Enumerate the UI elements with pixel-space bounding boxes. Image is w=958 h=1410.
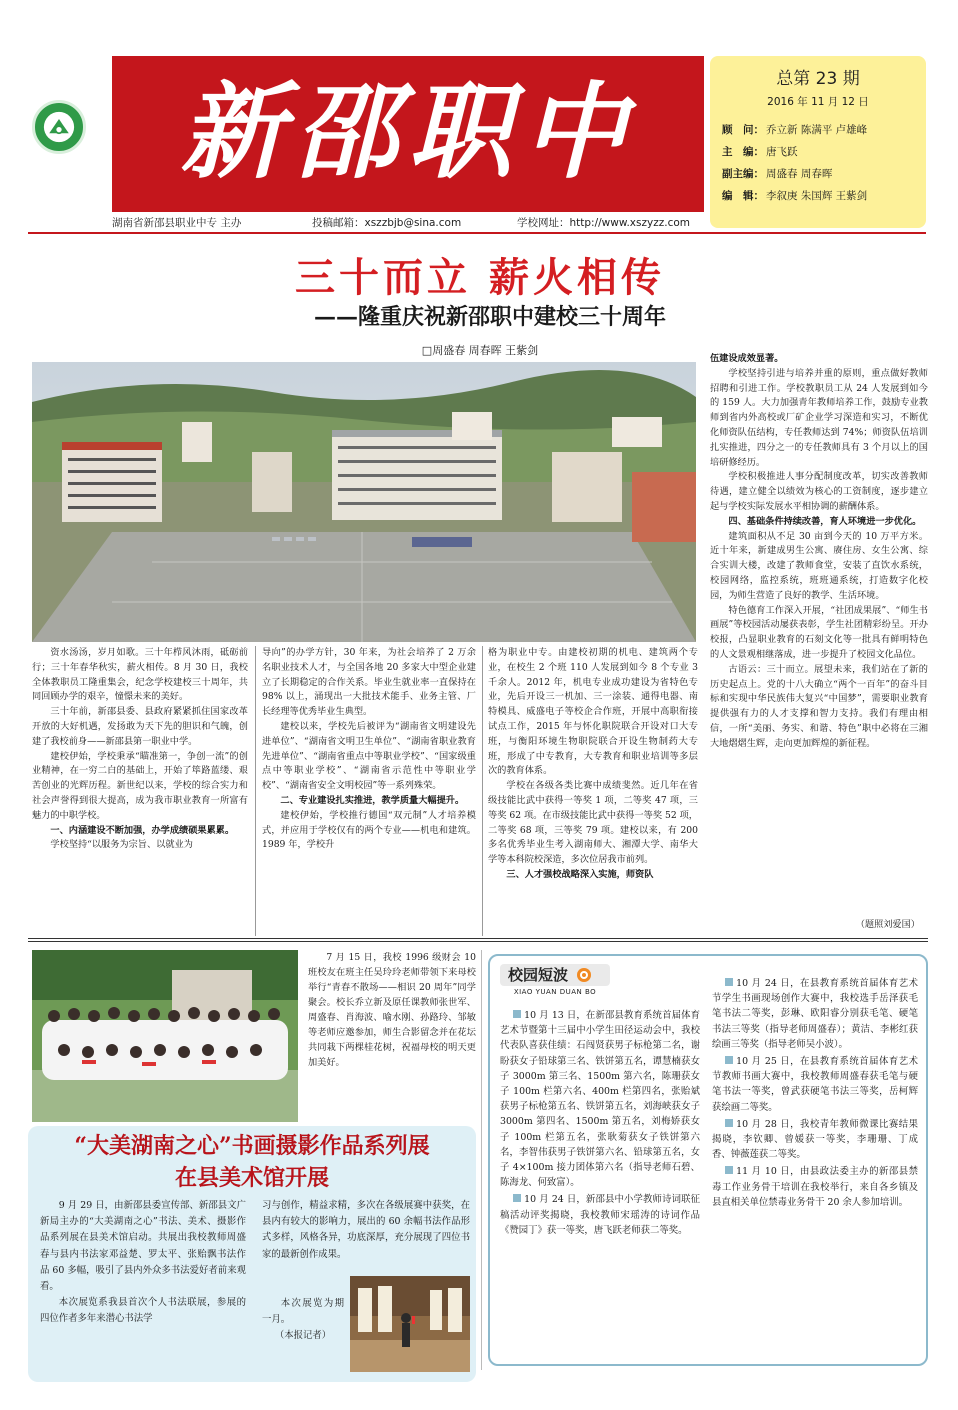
news-item: 10 月 13 日，在新邵县教育系统首届体育艺术节暨第十三届中小学生田径运动会中，我校代表队喜获佳绩：石闯贤获男子标枪第二名，谢盼获女子铅球第三名、铁饼第五名，谭慧楠获女子 3000m 第三名、1500m 第六名，陈珊获女子 100m 栏第六名、400m 栏第四名，张贻斌获男子标枪第五名、铁饼第五名，刘海峡获女子 3000m 第四名、1500m 第五名，刘梅娇获女子 100m 栏第五名，张耿菊获女子铁饼第六名，李智伟获男子铁饼第六名、铅球第五名，女子 4×100m 接力团体第六名（指导老师石碧、陈海龙、何致富）。: [500, 1010, 700, 1189]
section-heading: 一、内涵建设不断加强，办学成绩硕果累累。: [50, 824, 235, 836]
paragraph: 建校以来，学校先后被评为“湖南省文明建设先进单位”、“湖南省文明卫生单位”、“湖南省职业教育先进单位”、“湖南省重点中等职业学校”、“国家级重点中等职业学校”、“湖南省示范性中等职业学校”、“湖南省安全文明校园”等一系列殊荣。: [262, 720, 476, 792]
paragraph: 习与创作，精益求精，多次在各级展赛中获奖，在县内有较大的影响力，展出的 60 余幅书法作品形式多样，风格各异，功底深厚，充分展现了四位书家的最新创作成果。: [262, 1200, 470, 1260]
staff-role: 主 编：: [722, 146, 764, 158]
paragraph: 伍建设成效显著。: [710, 353, 784, 364]
staff-row: [722, 185, 914, 207]
paragraph: 9 月 29 日，由新邵县委宣传部、新邵县文广新局主办的“大美湖南之心”书法、美术、摄影作品系列展在县美术馆启动。共展出我校教师周盛春与县内书法家邓益楚、罗太平、张贻飘书法作品 60 多幅，吸引了县内外众多书法爱好者前来观看。: [40, 1200, 246, 1293]
masthead-divider: [28, 232, 926, 234]
reporter-credit: （本报记者）: [274, 1330, 332, 1342]
news-item: 10 月 24 日，新邵县中小学教师诗词联征稿活动评奖揭晓，我校教师宋瑶涛的诗词作品《赞园丁》获一等奖，唐飞跃老师获二等奖。: [500, 1194, 700, 1236]
article-column-4: [710, 352, 928, 912]
news-item: 10 月 28 日，我校青年教师微课比赛结果揭晓，李钦卿、曾媛获一等奖，李珊珊、丁成香、钟薇莲获二等奖。: [712, 1118, 918, 1161]
paragraph: 7 月 15 日，我校 1996 级财会 10 班校友在班主任吴玲玲老师带领下来母校举行“青春不散场——相识 20 周年”同学聚会。校长乔立新及原任课教师张世军、周盛春、肖海波、喻水刚、孙路玲、邹敏等老师应邀参加，师生合影留念并在花坛共同栽下两棵桂花树，祝福母校的明天更加美好。: [308, 952, 476, 1068]
staff-row: [722, 119, 914, 141]
section-divider-vertical: [481, 950, 482, 1370]
staff-row: [722, 163, 914, 185]
paragraph: 三十年前，新邵县委、县政府紧紧抓住国家改革开放的大好机遇，发扬敢为天下先的胆识和气魄，创建了我校前身——新邵县第一职业中学。: [32, 706, 248, 747]
campus-aerial-photo: [32, 362, 696, 642]
broadcast-icon: [577, 968, 591, 982]
news-item: 10 月 24 日，在县教育系统首届体育艺术节学生书画现场创作大赛中，我校选手岳泽获毛笔书法二等奖，彭琳、欧阳睿分别获毛笔、硬笔书法三等奖（指导老师周盛春）；黄洁、李彬红获绘画三等奖（指导老师吴小波）。: [712, 978, 918, 1050]
alumni-group-photo: [32, 950, 298, 1122]
paragraph: 资水汤汤，岁月如歌。三十年栉风沐雨，砥砺前行；三十年春华秋实，薪火相传。8 月 30 日，我校全体教职员工隆重集会，纪念学校建校三十周年，共同回顾办学的艰辛，憧憬未来的美好。: [32, 647, 248, 703]
staff-role: 顾 问：: [722, 124, 764, 136]
campus-news-column-1: [500, 1008, 700, 1358]
staff-role: 副主编：: [722, 168, 764, 180]
exhibition-title-line-2: 在县美术馆开展: [174, 1165, 329, 1191]
paragraph: 本次展览为期一月。: [262, 1298, 344, 1326]
staff-names: 乔立新 陈满平 卢雄峰: [766, 124, 868, 136]
article-column-3: [488, 646, 698, 942]
publisher: 湖南省新邵县职业中专 主办: [112, 216, 242, 229]
staff-names: 周盛春 周春晖: [766, 168, 833, 180]
paragraph: 建筑面积从不足 30 亩到今天的 10 万平方米。近十年来，新建成男生公寓、赓住房、女生公寓、综合实训大楼，改建了教师食堂，安装了直饮水系统，校园网络，监控系统，班班通系统，打造数字化校园，为师生营造了良好的教学、生活环境。: [710, 530, 928, 601]
bullet-square-icon: [725, 1166, 733, 1174]
submission-email[interactable]: 投稿邮箱：xszzbjb@sina.com: [312, 216, 462, 229]
article-column-1: [32, 646, 248, 942]
exhibition-column-2: [262, 1198, 470, 1276]
exhibition-photo: [350, 1276, 470, 1372]
paragraph: 导向”的办学方针，30 年来，为社会培养了 2 万余名职业技术人才，与全国各地 20 多家大中型企业建立了长期稳定的合作关系。毕业生就业率一直保持在 98% 以上，涌现出一大批技术能手、业务主管、厂长经理等优秀毕业生典型。: [262, 647, 476, 718]
exhibition-title: [40, 1130, 464, 1194]
staff-names: 李叙庚 朱国辉 王紫剑: [766, 190, 868, 202]
staff-row: [722, 141, 914, 163]
campus-news-tag-label: 校园短波: [508, 966, 569, 984]
photo-credit: （题照刘爱国）: [855, 919, 920, 930]
paragraph: 学校在各级各类比赛中成绩斐然。近几年在省级技能比武中获得一等奖 1 项，二等奖 47 项，三等奖 62 项。在市级技能比武中获得一等奖 52 项，二等奖 68 项，三等奖 79 项。建校以来，有 200 多名优秀毕业生考入湖南师大、湘潭大学、南华大学等本科院校深造，多次位居我市前列。: [488, 780, 698, 866]
news-item: 10 月 25 日，在县教育系统首届体育艺术节教师书画大赛中，我校教师周盛春获毛笔与硬笔书法一等奖，曾武获硬笔书法三等奖，岳柯辉获绘画二等奖。: [712, 1056, 918, 1113]
campus-news-tag-en: XIAO YUAN DUAN BO: [513, 988, 597, 996]
bullet-square-icon: [725, 1056, 733, 1064]
exhibition-column-1: [40, 1198, 246, 1376]
paragraph: 学校坚持“以服务为宗旨、以就业为: [50, 839, 193, 851]
masthead-strip: [112, 212, 706, 232]
section-heading: 四、基础条件持续改善，育人环境进一步优化。: [728, 515, 922, 527]
bullet-square-icon: [513, 1194, 521, 1202]
article-subhead: ——隆重庆祝新邵职中建校三十周年: [313, 304, 666, 330]
bullet-square-icon: [725, 1119, 733, 1127]
bullet-square-icon: [513, 1010, 521, 1018]
article-column-2: [262, 646, 476, 942]
paragraph: 建校伊始，学校秉承“瞄准第一，争创一流”的创业精神，在一穷二白的基础上，开始了筚路蓝缕、艰苦创业的光辉历程。新世纪以来，学校的综合实力和社会声誉得到很大提高，成为我市职业教育一所富有魅力的中职学校。: [32, 750, 248, 821]
campus-news-tag: [500, 964, 610, 986]
reunion-story: [308, 950, 476, 1110]
section-heading: 三、人才强校战略深入实施，师资队: [506, 868, 654, 880]
paragraph: 格为职业中专。由建校初期的机电、建筑两个专业，在校生 2 个班 110 人发展到如今 8 个专业 3 千余人。2012 年，机电专业成功建设为省特色专业，先后开设三一机加、三一涂装、通得电器、南特模具、威盛电子等校企合作班，开展中高职衔接试点工作，2015 年与怀化职院联合开设对口大专班，与衡阳环境生物职院联合开设生物制药大专班，形成了中专教育，大专教育和职业培训等多层次的教育体系。: [488, 647, 698, 777]
staff-role: 编 辑：: [722, 190, 764, 202]
column-divider: [255, 646, 256, 936]
staff-names: 唐飞跃: [766, 146, 798, 158]
article-byline: □周盛春 周春晖 王紫剑: [421, 344, 539, 357]
school-logo: [32, 100, 86, 154]
exhibition-column-2b: [262, 1296, 344, 1376]
paragraph: 古语云：三十而立。展望未来，我们站在了新的历史起点上。党的十八大确立“两个一百年”的奋斗目标和实现中华民族伟大复兴“中国梦”，需要职业教育提供强有力的人才支撑和智力支持。我们有理由相信，一所“美丽、务实、和谐、特色”职中必将在三湘大地熠熠生辉，走向更加辉煌的新征程。: [710, 663, 928, 749]
staff-list: [722, 119, 914, 207]
campus-news-column-2: [712, 976, 918, 1358]
article-headline: 三十而立 薪火相传: [295, 255, 665, 301]
paragraph: 学校积极推进人事分配制度改革，切实改善教师待遇，建立健全以绩效为核心的工资制度，逐步建立起与学校实际发展水平相协调的薪酬体系。: [710, 471, 928, 512]
issue-date: 2016 年 11 月 12 日: [767, 96, 869, 108]
issue-info-box: [710, 56, 926, 228]
section-heading: 二、专业建设扎实推进，教学质量大幅提升。: [280, 794, 465, 806]
paragraph: 建校伊始，学校推行德国“双元制”人才培养模式，并应用于学校仅有的两个专业——机电和建筑。1989 年，学校升: [262, 809, 476, 851]
paragraph: 本次展览系我县首次个人书法联展，参展的四位作者多年来潜心书法学: [40, 1297, 246, 1325]
bullet-square-icon: [725, 978, 733, 986]
news-item: 11 月 10 日，由县政法委主办的新邵县禁毒工作业务骨干培训在我校举行，来自各乡镇及县直相关单位禁毒业务骨干 20 余人参加培训。: [712, 1166, 918, 1208]
newspaper-title: 新邵职中: [179, 70, 636, 193]
exhibition-title-line-1: “大美湖南之心”书画摄影作品系列展: [74, 1133, 430, 1159]
section-divider: [28, 938, 928, 942]
paragraph: 学校坚持引进与培养并重的原则，重点做好教师招聘和引进工作。学校教职员工从 24 人发展到如今的 159 人。大力加强青年教师培养工作，鼓励专业教师到省内外高校或厂矿企业学习深造和实习，不断优化师资队伍结构，专任教师达到 74%；师资队伍培训扎实推进，四分之一的专任教师具有 3 个月以上的国培研修经历。: [710, 367, 928, 468]
school-website[interactable]: 学校网址：http://www.xszyzz.com: [517, 216, 690, 229]
issue-number: 总第 23 期: [776, 69, 860, 89]
column-divider: [482, 646, 483, 936]
paragraph: 特色德育工作深入开展，“社团成果展”、“师生书画展”等校园活动屡获表彰，学生社团精彩纷呈。开办校报，凸显职业教育的石刻文化等一批具有鲜明特色的人文景观相继落成，进一步提升了校园文化品位。: [710, 604, 928, 660]
